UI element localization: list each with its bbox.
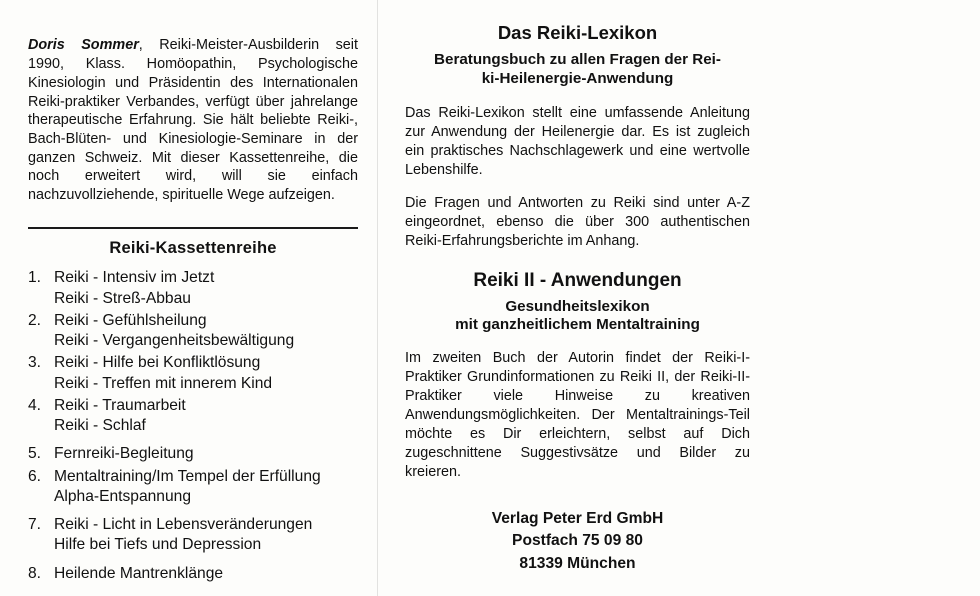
author-name: Doris Sommer — [28, 37, 139, 54]
list-item-line: Reiki - Streß-Abbau — [54, 289, 191, 307]
publisher-city: 81339 München — [519, 554, 636, 572]
list-item-lines — [54, 444, 358, 464]
list-item-lines — [54, 353, 358, 394]
left-panel — [28, 22, 358, 586]
list-item-line: Reiki - Traumarbeit — [54, 396, 186, 414]
list-item — [28, 467, 358, 508]
book-two-paragraph: Im zweiten Buch der Autorin findet der Reiki-I-Praktiker Grundinformationen zu Reiki II, der Reiki-II-Praktiker viele Hinweise zu kreativen Anwendungsmöglichkeiten. Der Mentaltrainings-Teil möchte es Dir erleichtern, selbst auf Dich zugeschnittene Suggestivsätze und Bilder zu kreieren. — [405, 349, 750, 480]
author-bio — [28, 36, 358, 212]
book-one-paragraph-one: Das Reiki-Lexikon stellt eine umfassende Anleitung zur Anwendung der Heilenergie dar. Es ist zugleich ein praktisches Nachschlagewerk und eine wertvolle Lebenshilfe. — [405, 105, 750, 179]
book-two-title: Reiki II - Anwendungen — [473, 269, 682, 291]
list-item-lines — [54, 396, 358, 437]
list-item — [28, 311, 358, 352]
list-item-number: 7. — [28, 516, 42, 534]
list-item — [28, 268, 358, 309]
divider — [28, 227, 358, 229]
publisher-po-box: Postfach 75 09 80 — [512, 532, 643, 550]
list-item-lines — [54, 564, 358, 584]
author-bio-text: , Reiki-Meister-Ausbilderin seit 1990, Klass. Homöopathin, Psychologische Kinesiologin und Präsidentin des Internationalen Reiki-praktiker Verbandes, verfügt über jahrelange therapeutische Erfahrung. Sie hält beliebte Reiki-, Bach-Blüten- und Kinesiologie-Seminare in der ganzen Schweiz. Mit dieser Kassettenreihe, die noch erweitert wird, will sie einfach nachzuvollziehende, spirituelle Wege aufzeigen. — [28, 37, 358, 204]
list-item-lines — [54, 467, 358, 508]
list-item-line: Reiki - Vergangenheitsbewältigung — [54, 332, 295, 350]
list-item-line: Reiki - Hilfe bei Konfliktlösung — [54, 354, 261, 372]
list-item — [28, 564, 358, 584]
book-two-subtitle-one: Gesundheitslexikon — [505, 297, 650, 315]
list-item — [28, 396, 358, 437]
list-item-line: Alpha-Entspannung — [54, 487, 191, 505]
list-item-line: Reiki - Licht in Lebensveränderungen — [54, 516, 313, 534]
list-item — [28, 444, 358, 464]
list-item-line: Reiki - Intensiv im Jetzt — [54, 269, 215, 287]
book-one-subtitle-line: ki-Heilenergie-Anwendung — [481, 70, 674, 87]
publisher-name: Verlag Peter Erd GmbH — [491, 509, 664, 527]
list-item-number: 6. — [28, 467, 42, 485]
list-item-line: Mentaltraining/Im Tempel der Erfüllung — [54, 467, 321, 485]
list-item-line: Reiki - Gefühlsheilung — [54, 311, 207, 329]
publisher-block — [405, 508, 750, 576]
list-item-line: Hilfe bei Tiefs und Depression — [54, 536, 262, 554]
book-one-subtitle — [405, 50, 750, 88]
list-item-number: 1. — [28, 269, 42, 287]
list-item-number: 8. — [28, 564, 42, 582]
series-list — [28, 268, 358, 584]
list-item-line: Fernreiki-Begleitung — [54, 445, 194, 463]
list-item-number: 4. — [28, 396, 42, 414]
list-item-line: Heilende Mantrenklänge — [54, 564, 224, 582]
series-title: Reiki-Kassettenreihe — [109, 239, 277, 258]
list-item-line: Reiki - Treffen mit innerem Kind — [54, 374, 273, 392]
list-item-lines — [54, 515, 358, 556]
book-two-subtitle-two: mit ganzheitlichem Mentaltraining — [455, 315, 700, 333]
page-fold-line — [377, 0, 378, 596]
list-item — [28, 515, 358, 556]
list-item-number: 5. — [28, 445, 42, 463]
list-item — [28, 353, 358, 394]
list-item-lines — [54, 311, 358, 352]
book-one-subtitle-line: Beratungsbuch zu allen Fragen der Rei- — [434, 51, 721, 68]
list-item-number: 2. — [28, 311, 42, 329]
list-item-lines — [54, 268, 358, 309]
book-one-title: Das Reiki-Lexikon — [497, 22, 658, 43]
list-item-number: 3. — [28, 354, 42, 372]
list-item-line: Reiki - Schlaf — [54, 417, 146, 435]
right-panel — [405, 22, 750, 575]
book-one-paragraph-two: Die Fragen und Antworten zu Reiki sind unter A-Z eingeordnet, ebenso die über 300 authentischen Reiki-Erfahrungsberichte im Anhang. — [405, 195, 750, 250]
